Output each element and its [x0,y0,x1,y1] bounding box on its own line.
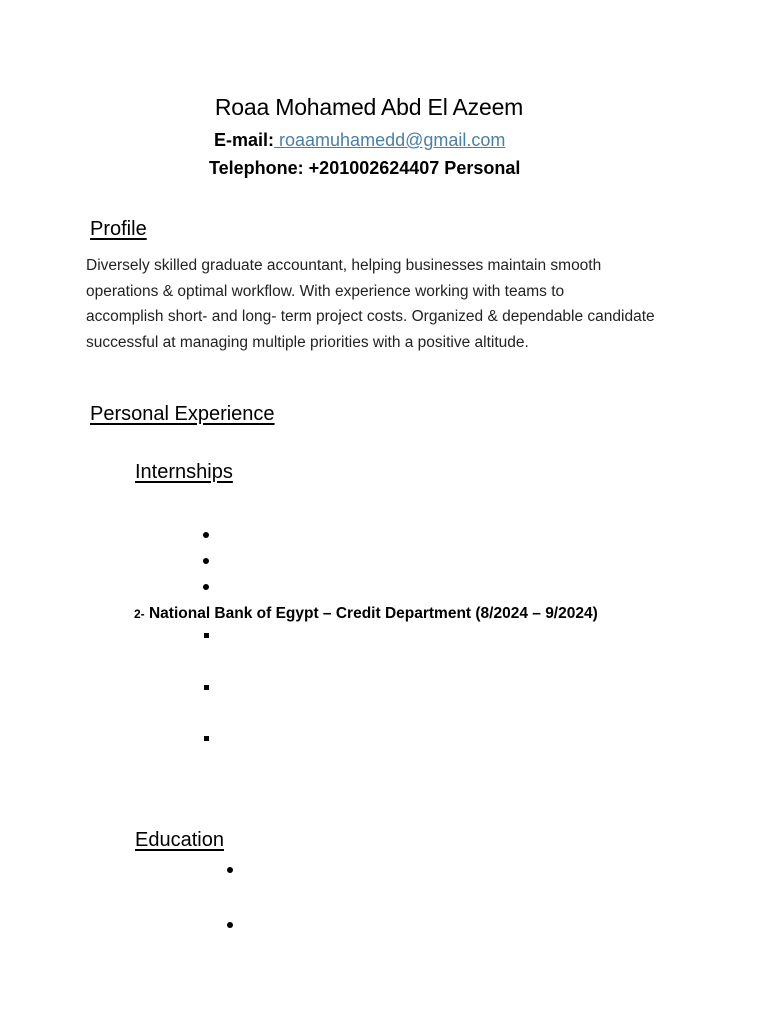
profile-line: operations & optimal workflow. With experience working with teams to [86,282,565,300]
bullet-square-icon [204,633,209,638]
candidate-name: Roaa Mohamed Abd El Azeem [214,94,524,120]
internship-text: National Bank of Egypt – Credit Department (8/2024 – 9/2024) [144,605,598,622]
internships-heading: Internships [135,461,233,483]
profile-paragraph [86,253,706,355]
bullet-dot-icon [203,532,209,538]
internship-number: 2- [134,607,145,621]
bullet-dot-icon [203,584,209,590]
profile-line: successful at managing multiple priorities with a positive altitude. [86,333,529,351]
email-line [214,130,505,151]
email-link[interactable]: roaamuhamedd@gmail.com [274,130,506,150]
bullet-dot-icon [227,867,233,873]
profile-heading: Profile [90,218,147,240]
email-label: E-mail: [214,130,275,150]
bullet-dot-icon [203,558,209,564]
bullet-dot-icon [227,922,233,928]
telephone-line: Telephone: +201002624407 Personal [209,158,521,178]
personal-experience-heading: Personal Experience [90,403,275,425]
education-heading: Education [135,829,224,851]
profile-line: accomplish short- and long- term project costs. Organized & dependable candidate [86,308,655,325]
profile-line: Diversely skilled graduate accountant, helping businesses maintain smooth [86,257,602,274]
bullet-square-icon [204,736,209,741]
internship-entry [134,605,598,623]
bullet-square-icon [204,685,209,690]
